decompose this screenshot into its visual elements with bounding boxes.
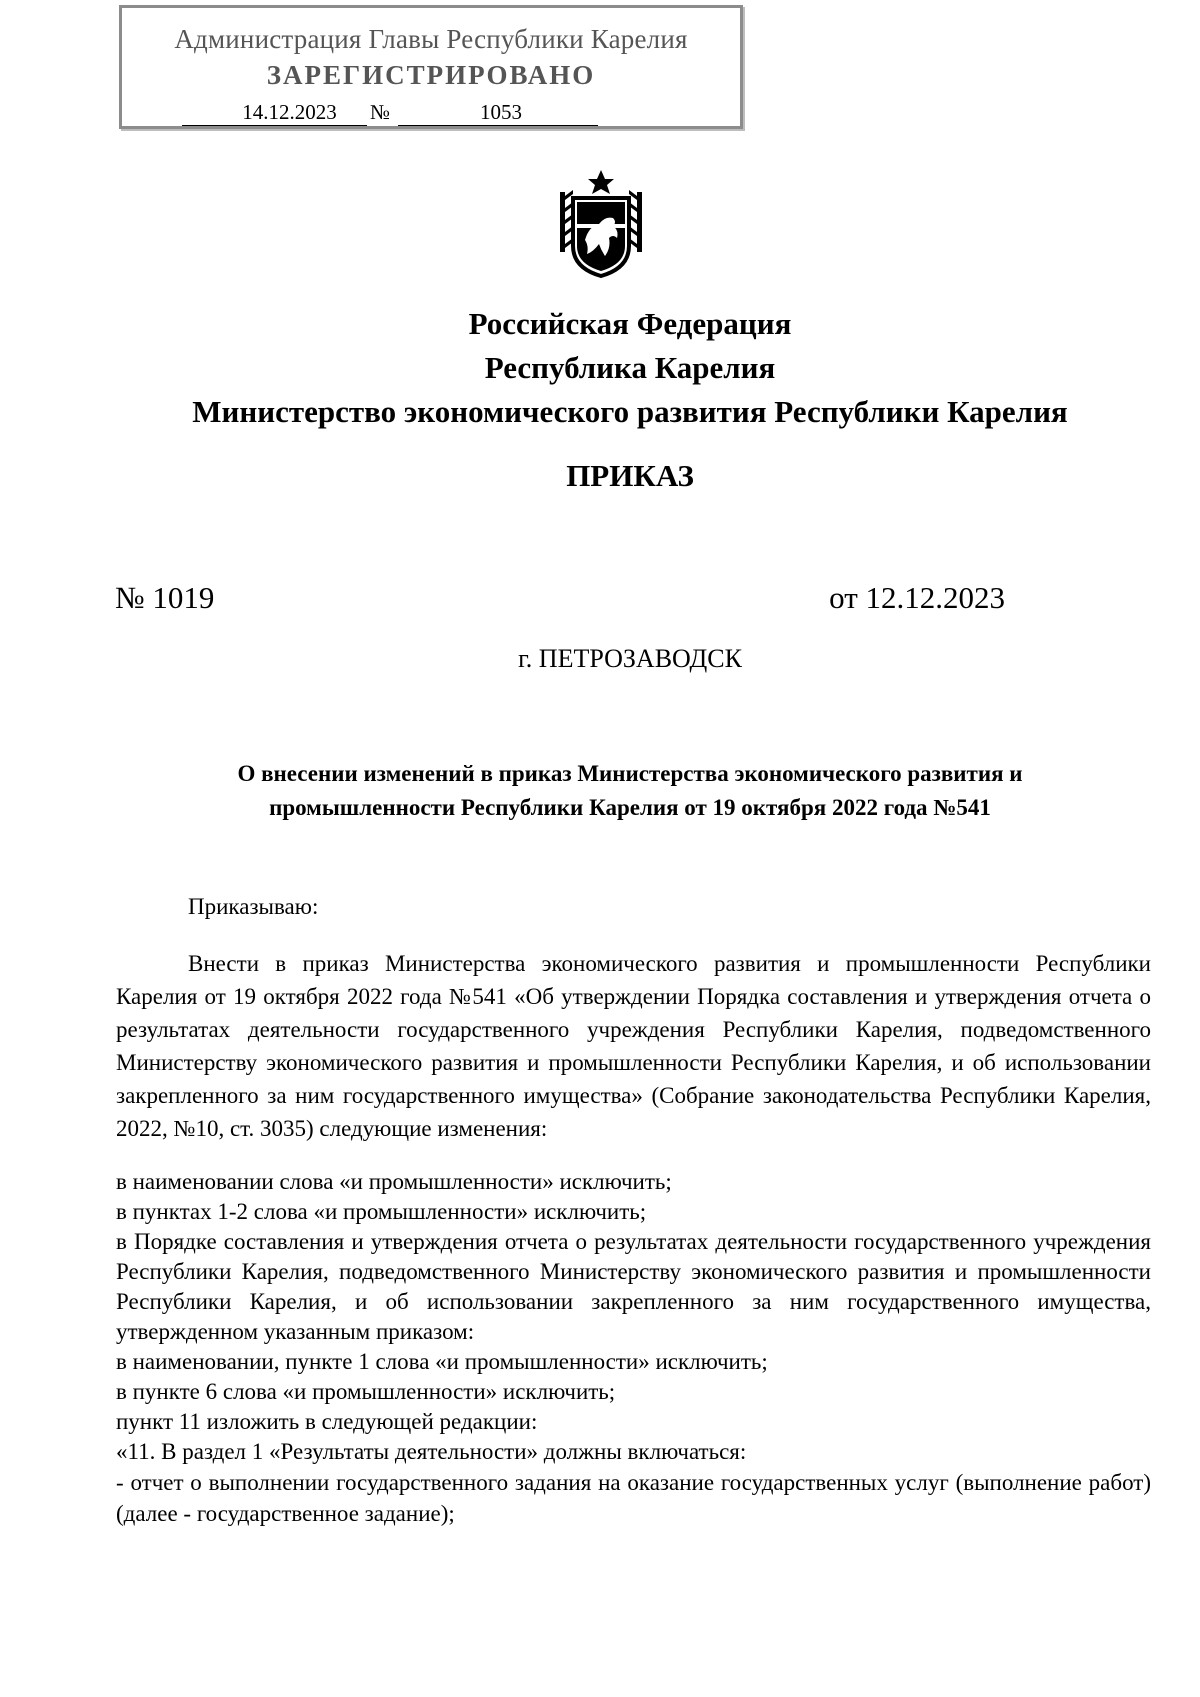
stamp-number: 1053	[398, 100, 598, 126]
list-item: в Порядке составления и утверждения отчета о результатах деятельности государственного учреждения Республики Карелия, подведомственного Министерству экономического развития и промышленности Республики Карелия, и об использовании закрепленного за ним государственного имущества, утвержденном указанным приказом:	[116, 1229, 1151, 1344]
header-republic: Республика Карелия	[484, 350, 776, 385]
list-item: «11. В раздел 1 «Результаты деятельности» должны включаться:	[116, 1439, 747, 1464]
document-type-title: ПРИКАЗ	[566, 458, 694, 493]
stamp-number-label: №	[370, 100, 391, 124]
stamp-status: ЗАРЕГИСТРИРОВАНО	[266, 60, 596, 90]
list-item: в пунктах 1-2 слова «и промышленности» исключить;	[116, 1199, 647, 1224]
list-item: в пункте 6 слова «и промышленности» исключить;	[116, 1379, 616, 1404]
document-subject	[180, 757, 1080, 825]
karelia-coat-of-arms-icon	[555, 168, 647, 280]
amendment-list	[116, 1167, 1151, 1467]
list-item: пункт 11 изложить в следующей редакции:	[116, 1409, 538, 1434]
stamp-date: 14.12.2023	[182, 100, 367, 126]
document-number: № 1019	[115, 580, 215, 615]
order-word: Приказываю:	[188, 894, 319, 919]
subject-line-1: О внесении изменений в приказ Министерства экономического развития и	[237, 761, 1023, 786]
document-city: г. ПЕТРОЗАВОДСК	[518, 644, 742, 673]
list-item: в наименовании слова «и промышленности» исключить;	[116, 1169, 672, 1194]
stamp-agency: Администрация Главы Республики Карелия	[174, 24, 688, 54]
subject-line-2: промышленности Республики Карелия от 19 октября 2022 года №541	[269, 795, 991, 820]
main-paragraph: Внести в приказ Министерства экономического развития и промышленности Республики Карелия от 19 октября 2022 года №541 «Об утверждении Порядка составления и утверждения отчета о результатах деятельности государственного учреждения Республики Карелия, подведомственного Министерству экономического развития и промышленности Республики Карелия, и об использовании закрепленного за ним государственного имущества» (Собрание законодательства Республики Карелия, 2022, №10, ст. 3035) следующие изменения:	[116, 951, 1151, 1141]
header-ministry: Министерство экономического развития Республики Карелия	[192, 394, 1068, 429]
header-country: Российская Федерация	[468, 306, 792, 341]
registration-stamp	[119, 5, 743, 129]
stamp-registration-row	[122, 100, 740, 128]
document-date: от 12.12.2023	[829, 580, 1005, 615]
closing-item: - отчет о выполнении государственного задания на оказание государственных услуг (выполнение работ) (далее - государственное задание);	[116, 1470, 1151, 1526]
list-item: в наименовании, пункте 1 слова «и промышленности» исключить;	[116, 1349, 768, 1374]
